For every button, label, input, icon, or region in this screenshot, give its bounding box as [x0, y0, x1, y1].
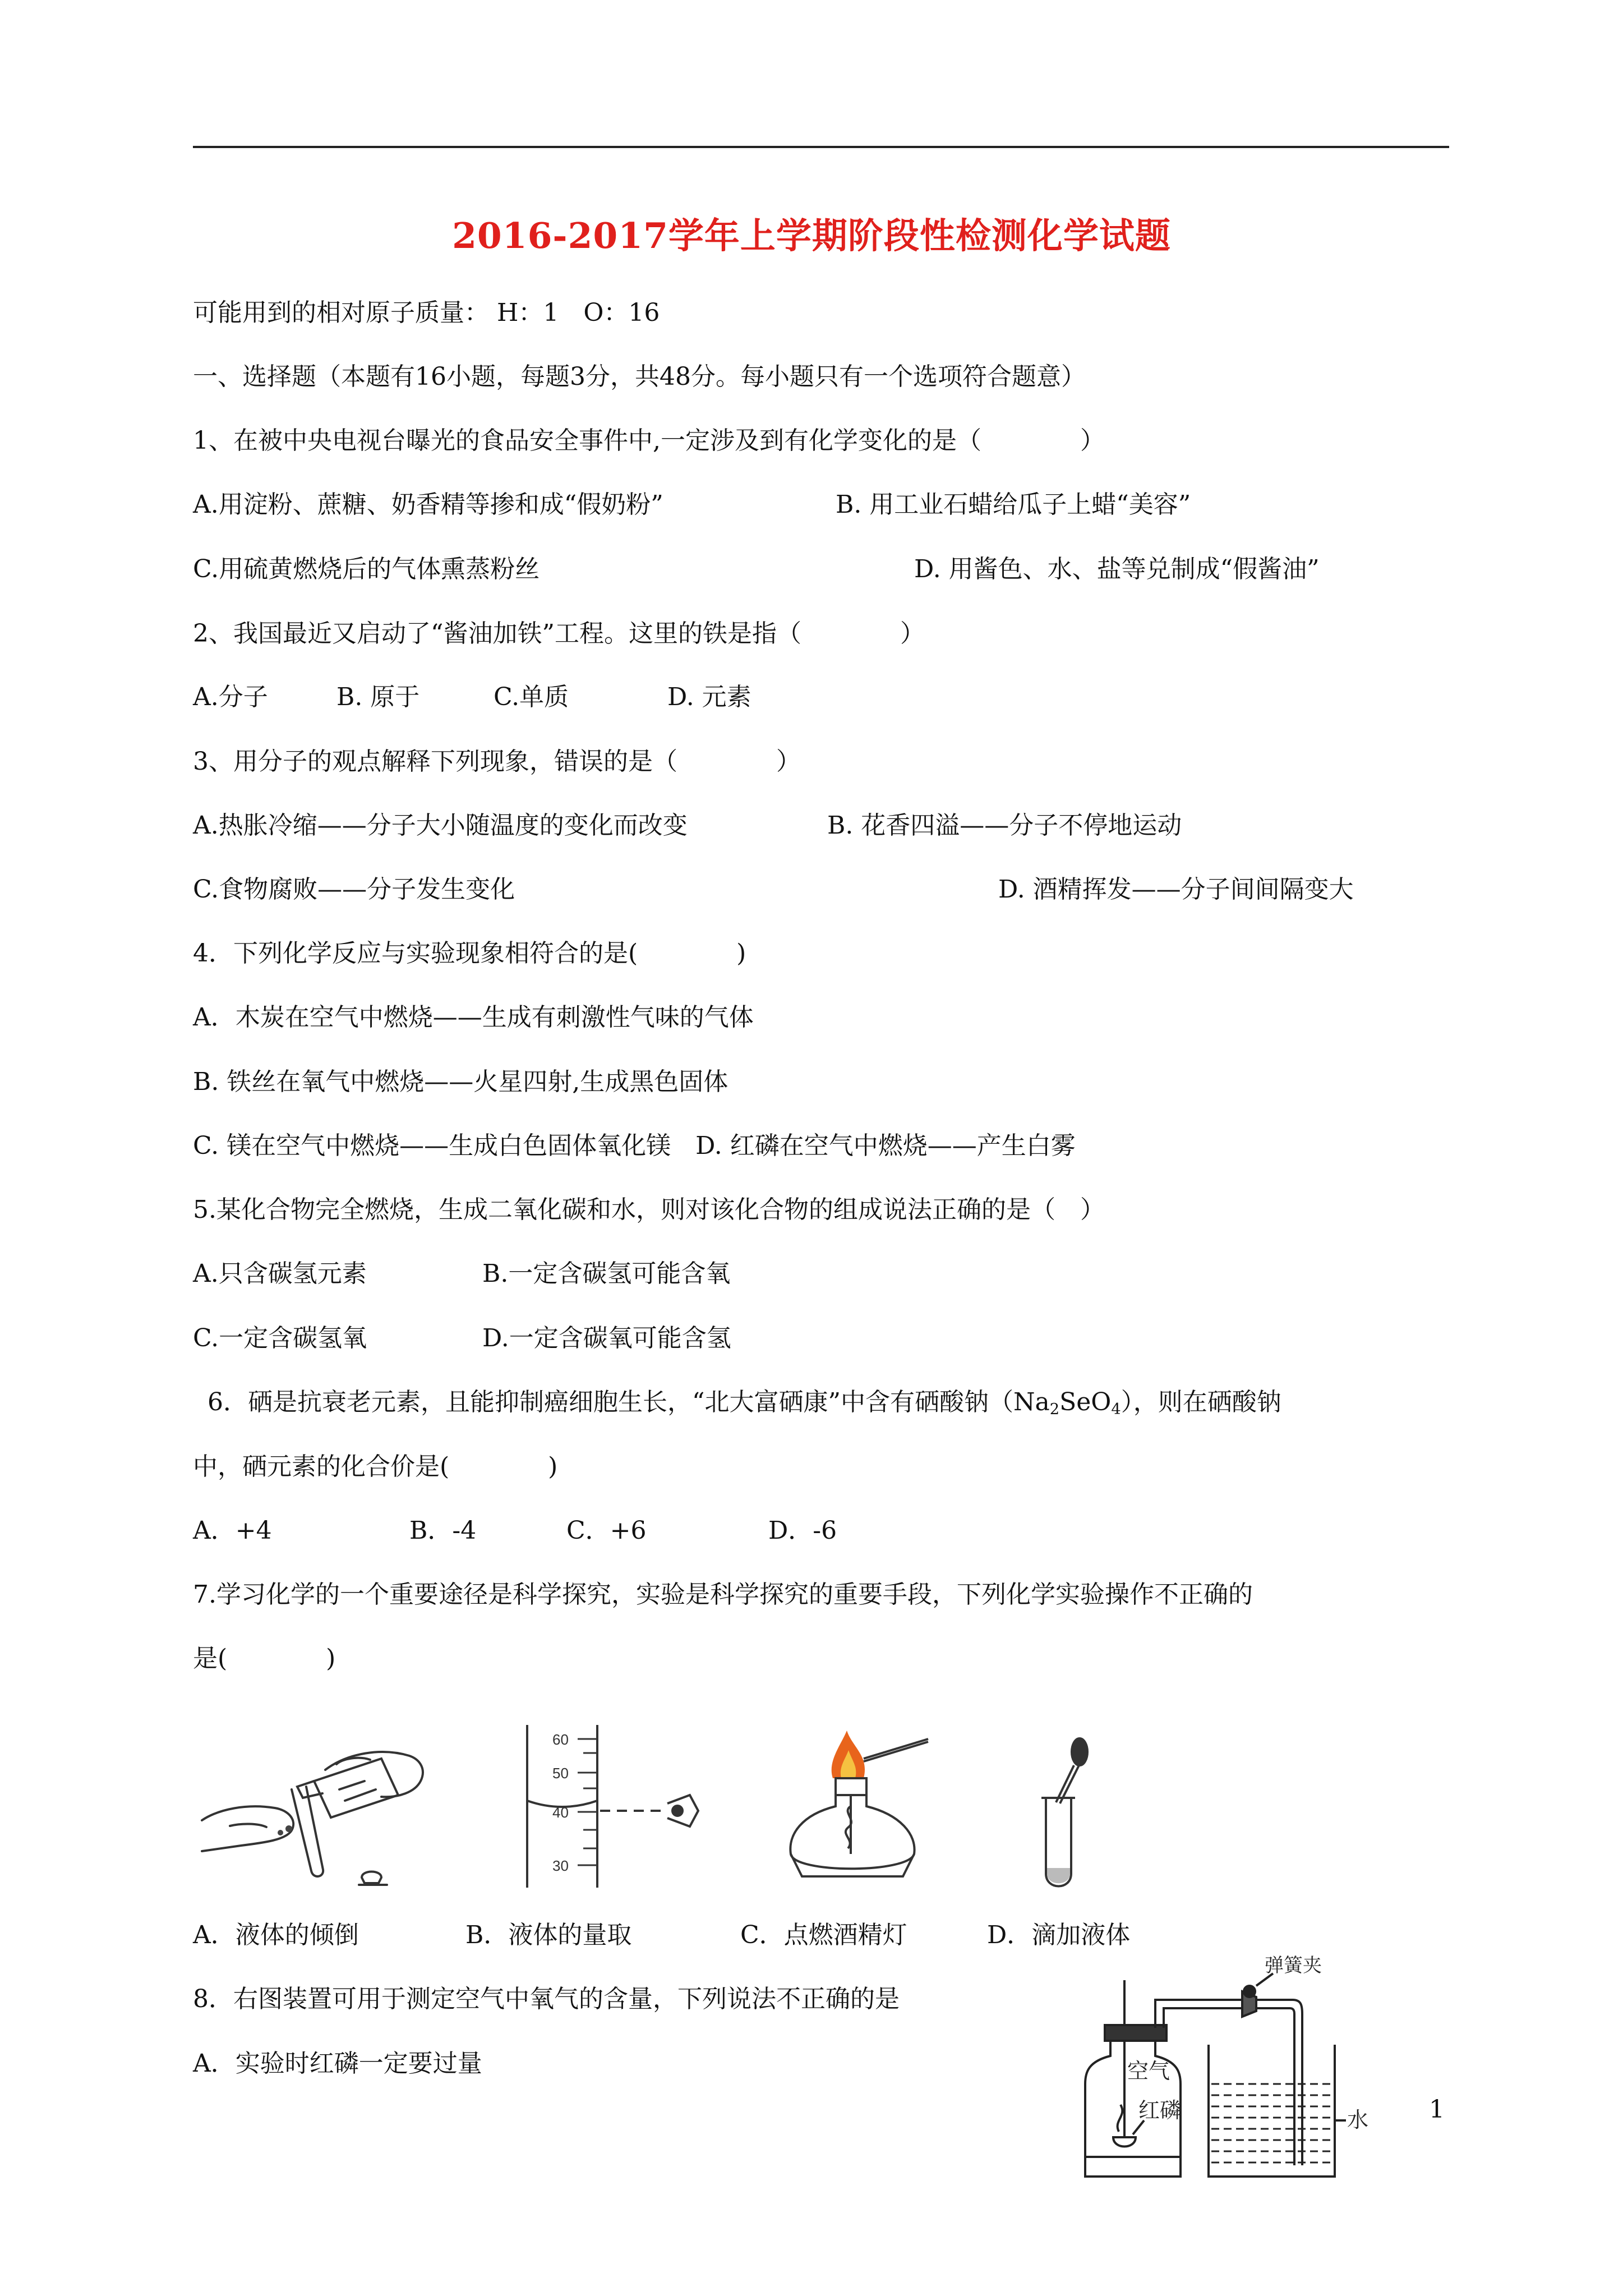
figure-oxygen-apparatus	[1071, 1952, 1374, 2188]
q6-formula-seo: SeO	[1059, 1388, 1112, 1416]
figure-graduated-cylinder	[516, 1722, 707, 1890]
label-water: 水	[1347, 2108, 1369, 2132]
q6-stem-line2: 中，硒元素的化合价是( )	[193, 1452, 558, 1481]
label-air: 空气	[1127, 2059, 1170, 2083]
q4-option-b: B. 铁丝在氧气中燃烧——火星四射,生成黑色固体	[193, 1068, 728, 1096]
q6-formula-sub-2: 2	[1049, 1400, 1060, 1418]
q8-option-a: A．实验时红磷一定要过量	[193, 2049, 482, 2078]
q6-formula-sub-4: 4	[1111, 1400, 1121, 1418]
q1-option-b: B. 用工业石蜡给瓜子上蜡“美容”	[836, 490, 1191, 519]
q6-stem-part2: ），则在硒酸钠	[1121, 1388, 1281, 1416]
q3-option-d: D. 酒精挥发——分子间间隔变大	[998, 875, 1354, 904]
q6-stem-part1: 6．硒是抗衰老元素，且能抑制癌细胞生长，“北大富硒康”中含有硒酸钠（	[208, 1388, 1013, 1416]
q8-stem: 8．右图装置可用于测定空气中氧气的含量，下列说法不正确的是	[193, 1985, 900, 2013]
q6-stem	[208, 1386, 1281, 1427]
cylinder-tick-40: 40	[552, 1804, 569, 1821]
figure-dropper	[1029, 1736, 1108, 1893]
cylinder-tick-60: 60	[552, 1731, 569, 1748]
q4-option-cd: C. 镁在空气中燃烧——生成白色固体氧化镁 D. 红磷在空气中燃烧——产生白雾	[193, 1131, 1076, 1160]
q2-stem: 2、我国最近又启动了“酱油加铁”工程。这里的铁是指（ ）	[193, 619, 925, 648]
q5-option-a: A.只含碳氢元素	[193, 1259, 367, 1288]
q5-stem: 5.某化合物完全燃烧，生成二氧化碳和水，则对该化合物的组成说法正确的是（ ）	[193, 1195, 1105, 1224]
q7-option-d: D．滴加液体	[987, 1921, 1131, 1949]
q3-option-a: A.热胀冷缩——分子大小随温度的变化而改变	[193, 811, 688, 840]
atomic-mass-note: 可能用到的相对原子质量： H：1 O：16	[193, 298, 660, 327]
q1-option-c: C.用硫黄燃烧后的气体熏蒸粉丝	[193, 555, 540, 583]
q2-option-c: C.单质	[494, 683, 569, 711]
q3-option-b: B. 花香四溢——分子不停地运动	[827, 811, 1182, 840]
q4-stem: 4．下列化学反应与实验现象相符合的是( )	[193, 939, 746, 968]
q1-stem: 1、在被中央电视台曝光的食品安全事件中,一定涉及到有化学变化的是（ ）	[193, 426, 1105, 455]
header-rule	[193, 146, 1449, 148]
q5-option-d: D.一定含碳氧可能含氢	[482, 1324, 731, 1352]
section-heading: 一、选择题（本题有16小题，每题3分，共48分。每小题只有一个选项符合题意）	[193, 362, 1086, 391]
q6-option-a: A．+4	[193, 1516, 272, 1545]
q1-option-a: A.用淀粉、蔗糖、奶香精等掺和成“假奶粉”	[193, 490, 663, 519]
q2-option-d: D. 元素	[667, 683, 751, 711]
q3-option-c: C.食物腐败——分子发生变化	[193, 875, 515, 904]
q7-stem-line2: 是( )	[193, 1644, 336, 1673]
q2-option-b: B. 原于	[336, 683, 420, 711]
cylinder-tick-30: 30	[552, 1857, 569, 1874]
q7-option-c: C．点燃酒精灯	[740, 1921, 907, 1949]
q7-option-b: B．液体的量取	[465, 1921, 632, 1949]
q6-option-d: D．-6	[768, 1516, 837, 1545]
q5-option-c: C.一定含碳氢氧	[193, 1324, 367, 1352]
page-number: 1	[1429, 2095, 1445, 2124]
label-spring-clamp: 弹簧夹	[1265, 1954, 1322, 1977]
q7-option-a: A．液体的倾倒	[193, 1921, 359, 1949]
q6-formula-na: Na	[1013, 1388, 1050, 1416]
figure-alcohol-lamp	[780, 1728, 937, 1890]
q1-option-d: D. 用酱色、水、盐等兑制成“假酱油”	[914, 555, 1320, 583]
q2-option-a: A.分子	[193, 683, 268, 711]
q6-option-b: B．-4	[409, 1516, 477, 1545]
page-title: 2016-2017学年上学期阶段性检测化学试题	[452, 215, 1171, 256]
label-red-phosphorus: 红磷	[1138, 2098, 1182, 2123]
q5-option-b: B.一定含碳氢可能含氧	[482, 1259, 731, 1288]
cylinder-tick-50: 50	[552, 1765, 569, 1782]
q3-stem: 3、用分子的观点解释下列现象，错误的是（ ）	[193, 747, 801, 776]
q6-option-c: C．+6	[566, 1516, 647, 1545]
figure-liquid-pouring	[196, 1731, 437, 1893]
q7-stem-line1: 7.学习化学的一个重要途径是科学探究，实验是科学探究的重要手段，下列化学实验操作不正确的	[193, 1580, 1253, 1609]
q4-option-a: A．木炭在空气中燃烧——生成有刺激性气味的气体	[193, 1003, 754, 1032]
